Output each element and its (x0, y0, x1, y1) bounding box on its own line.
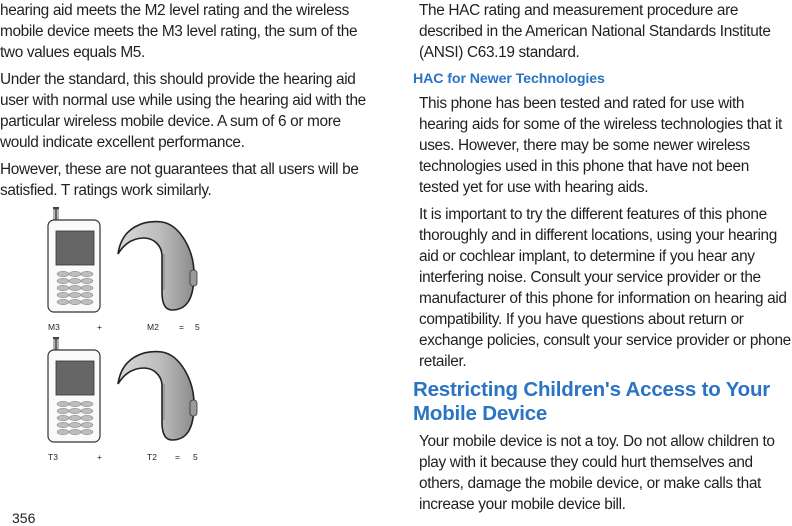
phone-icon (48, 207, 100, 312)
ansi-standard-paragraph: The HAC rating and measurement procedure are described in the American National Standards Institute (ANSI) C63.19 standard. (419, 2, 771, 61)
page-number: 356 (12, 510, 36, 526)
plus-sign: + (97, 322, 102, 332)
newer-technologies-heading: HAC for Newer Technologies (413, 71, 605, 87)
t2-label: T2 (147, 452, 157, 462)
hearing-aid-icon (118, 352, 197, 440)
m-sum-value: 5 (195, 322, 200, 332)
m-rating-row (48, 207, 200, 332)
hac-rating-illustration (40, 204, 220, 464)
children-access-paragraph: Your mobile device is not a toy. Do not allow children to play with it because they could hurt themselves and others, damage the mobile device, or make calls that increase your mobile device bill. (419, 433, 775, 513)
m2-label: M2 (147, 322, 159, 332)
t-sum-value: 5 (193, 452, 198, 462)
hearing-aid-icon (118, 222, 197, 310)
compatibility-advice-paragraph: It is important to try the different features of this phone thoroughly and in different locations, using your hearing aid or cochlear implant, to determine if you hear any interfering noise. Consult your service provider or the manufacturer of this phone for information on hearing aid compatibility. If you have questions about return or exchange policies, consult your service provider or phone retailer. (419, 206, 791, 370)
standard-paragraph: Under the standard, this should provide the hearing aid user with normal use while using the hearing aid with the particular wireless mobile device. A sum of 6 or more would indicate excellent performance. (0, 71, 366, 151)
left-column (0, 0, 378, 207)
equals-sign: = (175, 452, 180, 462)
right-column (413, 0, 792, 521)
m3-label: M3 (48, 322, 60, 332)
t-rating-row (48, 337, 198, 462)
hearing-aid-rating-paragraph: hearing aid meets the M2 level rating and the wireless mobile device meets the M3 level rating, the sum of the two values equals M5. (0, 2, 358, 61)
plus-sign: + (97, 452, 102, 462)
guarantee-paragraph: However, these are not guarantees that all users will be satisfied. T ratings work similarly. (0, 161, 359, 199)
equals-sign: = (179, 322, 184, 332)
t3-label: T3 (48, 452, 58, 462)
phone-icon (48, 337, 100, 442)
newer-technologies-paragraph: This phone has been tested and rated for use with hearing aids for some of the wireless technologies that it uses. However, there may be some newer wireless technologies used in this phone that have not been tested yet for use with hearing aids. (419, 95, 782, 196)
children-access-heading: Restricting Children's Access to Your Mobile Device (413, 378, 771, 425)
